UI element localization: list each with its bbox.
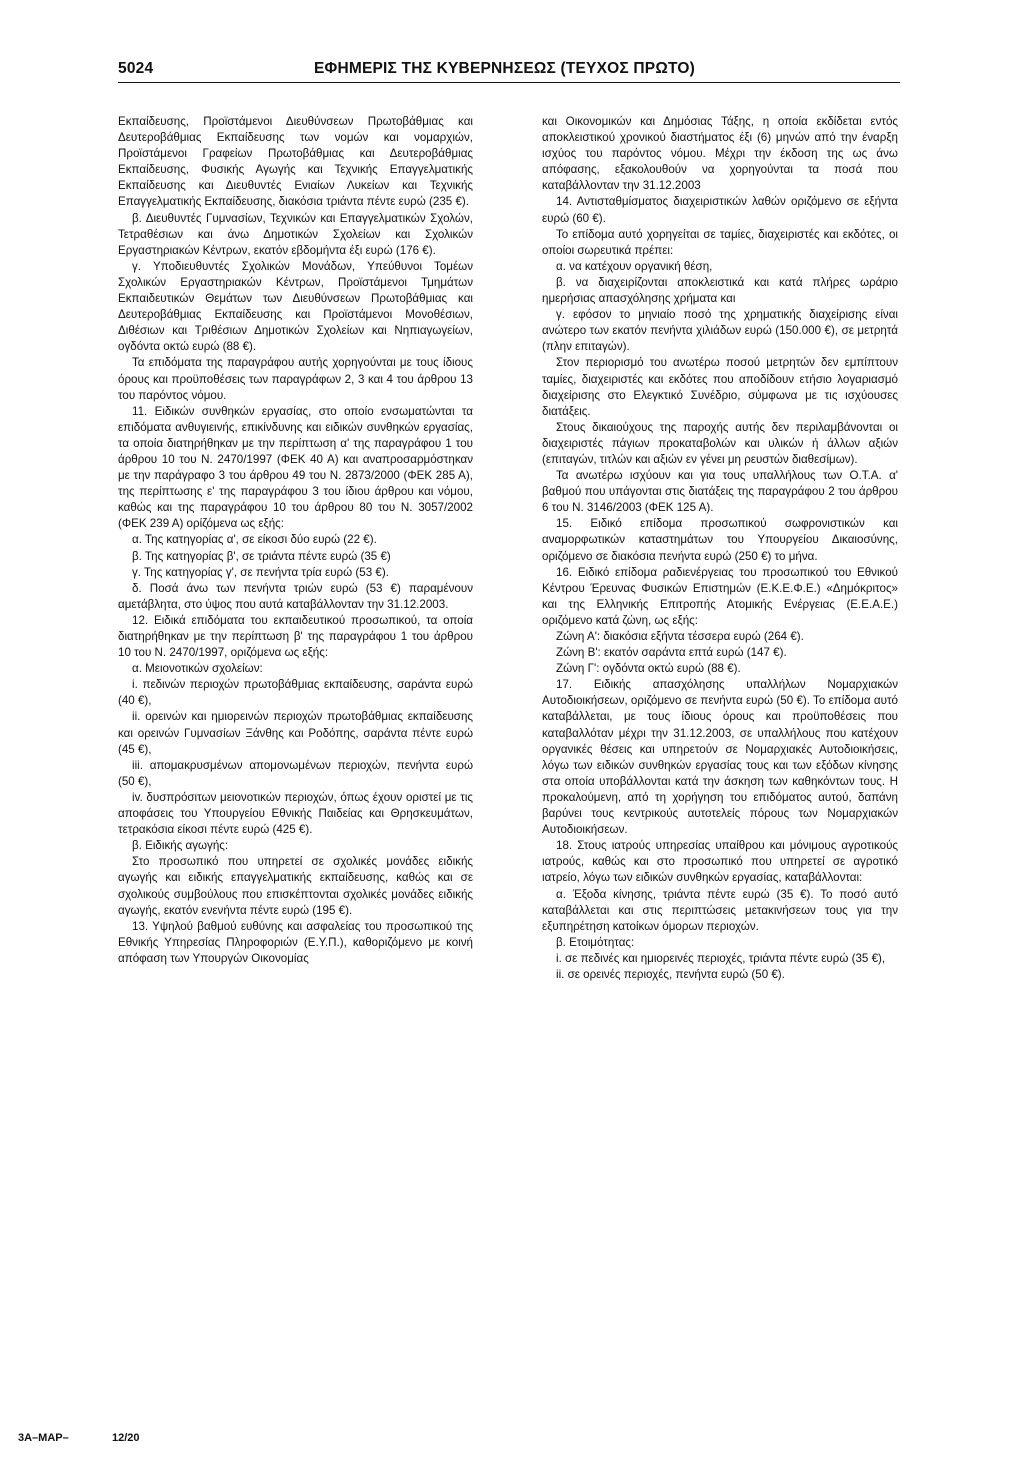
paragraph: α. να κατέχουν οργανική θέση,	[556, 259, 713, 273]
paragraph: 12. Ειδικά επιδόματα του εκπαιδευτικού προσωπικού, τα οποία διατηρήθηκαν με την περίπτωση β' της παραγράφου 1 του άρθρου 10 του Ν. 2470/1997, οριζόμενα ως εξής:	[118, 613, 473, 660]
paragraph: 17. Ειδικής απασχόλησης υπαλλήλων Νομαρχιακών Αυτοδιοικήσεων, οριζόμενο σε πενήντα ευρώ (50 €). Το επίδομα αυτό καταβάλλεται, με τους ίδιους όρους και προϋποθέσεις που καταβαλλόταν μέχρι την 31.12.2003, σε υπαλλήλους που κατέχουν οργανικές θέσεις και υπηρετούν σε Νομαρχιακές Αυτοδιοικήσεις, λόγω των ειδικών συνθηκών εργασίας τους και των εξόδων κίνησης στα οποία υποβάλλονται κατά την άσκηση των καθηκόντων τους. Η προκαλούμενη, από τη χορήγηση του επιδόματος αυτού, δαπάνη βαρύνει τους κεντρικούς αυτοτελείς πόρους των Νομαρχιακών Αυτοδιοικήσεων.	[542, 678, 898, 837]
paragraph: i. πεδινών περιοχών πρωτοβάθμιας εκπαίδευσης, σαράντα ευρώ (40 €),	[118, 678, 473, 708]
paragraph: β. Διευθυντές Γυμνασίων, Τεχνικών και Επαγγελματικών Σχολών, Τετραθέσιων και άνω Δημοτικών Σχολείων και Σχολικών Εργαστηριακών Κέντρων, εκατόν εβδομήντα έξι ευρώ (176 €).	[118, 211, 473, 257]
left-text-column	[118, 114, 473, 967]
paragraph: γ. Της κατηγορίας γ', σε πενήντα τρία ευρώ (53 €).	[132, 565, 389, 579]
paragraph: Ζώνη Β': εκατόν σαράντα επτά ευρώ (147 €).	[556, 646, 787, 660]
right-text-column	[542, 114, 898, 983]
paragraph: β. Ετοιμότητας:	[556, 935, 635, 949]
paragraph: α. Έξοδα κίνησης, τριάντα πέντε ευρώ (35 €). Το ποσό αυτό καταβάλλεται και στις περιπτώσεις μετακινήσεων τους για την εξυπηρέτηση κατοίκων όμορων περιοχών.	[542, 887, 898, 933]
page-header	[118, 60, 898, 84]
paragraph: και Οικονομικών και Δημόσιας Τάξης, η οποία εκδίδεται εντός αποκλειστικού χρονικού διαστήματος έξι (6) μηνών από την έναρξη ισχύος του παρόντος νόμου. Μέχρι την έκδοση της ως άνω απόφασης, εξακολουθούν να χορηγούνται τα ποσά που καταβάλλονταν την 31.12.2003	[542, 115, 898, 193]
page-number: 5024	[118, 60, 154, 77]
paragraph: ii. σε ορεινές περιοχές, πενήντα ευρώ (50 €).	[556, 967, 785, 981]
paragraph: Στο προσωπικό που υπηρετεί σε σχολικές μονάδες ειδικής αγωγής και ειδικής επαγγελματικής εκπαίδευσης, καθώς και σε σχολικούς συμβούλους που επισκέπτονται σχολικές μονάδες ειδικής αγωγής, εκατόν ενενήντα πέντε ευρώ (195 €).	[118, 855, 473, 917]
paragraph: Το επίδομα αυτό χορηγείται σε ταμίες, διαχειριστές και εκδότες, οι οποίοι σωρευτικά πρέπει:	[542, 227, 898, 257]
paragraph: Στους δικαιούχους της παροχής αυτής δεν περιλαμβάνονται οι διαχειριστές πάγιων προκαταβολών και υλικών ή άλλων αξιών (επιταγών, τιτλών και αξιών εν γένει μη ρευστών διαθεσίμων).	[542, 420, 898, 466]
paragraph: γ. εφόσον το μηνιαίο ποσό της χρηματικής διαχείρισης είναι ανώτερο των εκατόν πενήντα χιλιάδων ευρώ (150.000 €), σε μετρητά (πλην επιταγών).	[542, 308, 898, 354]
paragraph: Στον περιορισμό του ανωτέρω ποσού μετρητών δεν εμπίπτουν ταμίες, διαχειριστές και εκδότες που αποδίδουν ετήσιο λογαριασμό διαχείρισης στο Ελεγκτικό Συνέδριο, σύμφωνα με τις ισχύουσες διατάξεις.	[542, 356, 898, 418]
paragraph: 16. Ειδικό επίδομα ραδιενέργειας του προσωπικού του Εθνικού Κέντρου Έρευνας Φυσικών Επιστημών (Ε.Κ.Ε.Φ.Ε.) «Δημόκριτος» και της Ελληνικής Επιτροπής Ατομικής Ενέργειας (Ε.Ε.Α.Ε.) οριζόμενο κατά ζώνη, ως εξής:	[542, 565, 898, 627]
paragraph: Τα επιδόματα της παραγράφου αυτής χορηγούνται με τους ίδιους όρους και προϋποθέσεις των παραγράφων 2, 3 και 4 του άρθρου 13 του παρόντος νόμου.	[118, 356, 473, 402]
paragraph: 15. Ειδικό επίδομα προσωπικού σωφρονιστικών και αναμορφωτικών καταστημάτων του Υπουργείου Δικαιοσύνης, οριζόμενο σε διακόσια πενήντα ευρώ (250 €) το μήνα.	[542, 517, 898, 563]
paragraph: 11. Ειδικών συνθηκών εργασίας, στο οποίο ενσωματώνται τα επιδόματα ανθυγιεινής, επικίνδυνης και ειδικών συνθηκών εργασίας, τα οποία διατηρήθηκαν με την περίπτωση α' της παραγράφου 1 του άρθρου 10 του Ν. 2470/1997 (ΦΕΚ 40 Α) και αναπροσαρμόστηκαν με την παράγραφο 3 του άρθρου 49 του Ν. 2873/2000 (ΦΕΚ 285 Α), της περίπτωσης ε' της παραγράφου 3 του ίδιου άρθρου και νόμου, καθώς και της παραγράφου 10 του άρθρου 80 του Ν. 3057/2002 (ΦΕΚ 239 Α) ορίζόμενα ως εξής:	[118, 404, 473, 531]
paragraph: Ζώνη Α': διακόσια εξήντα τέσσερα ευρώ (264 €).	[556, 630, 804, 643]
paragraph: ii. ορεινών και ημιορεινών περιοχών πρωτοβάθμιας εκπαίδευσης και ορεινών Γυμνασίων Ξάνθης και Ροδόπης, σαράντα πέντε ευρώ (45 €),	[118, 710, 473, 756]
paragraph: iii. απομακρυσμένων απομονωμένων περιοχών, πενήντα ευρώ (50 €),	[118, 758, 473, 788]
paragraph: 14. Αντισταθμίσματος διαχειριστικών λαθών οριζόμενο σε εξήντα ευρώ (60 €).	[542, 195, 898, 225]
paragraph: β. Της κατηγορίας β', σε τριάντα πέντε ευρώ (35 €)	[132, 549, 391, 563]
journal-title: ΕΦΗΜΕΡΙΣ ΤΗΣ ΚΥΒΕΡΝΗΣΕΩΣ (ΤΕΥΧΟΣ ΠΡΩΤΟ)	[314, 60, 695, 77]
footer-number: 12/20	[112, 1432, 140, 1444]
header-rule	[118, 82, 900, 83]
paragraph: β. να διαχειρίζονται αποκλειστικά και κατά πλήρες ωράριο ημερήσιας απασχόλησης χρήματα και	[542, 275, 898, 306]
paragraph: Εκπαίδευσης, Προϊστάμενοι Διευθύνσεων Πρωτοβάθμιας και Δευτεροβάθμιας Εκπαίδευσης των νομών και νομαρχιών, Προϊστάμενοι Γραφείων Πρωτοβάθμιας και Δευτεροβάθμιας Εκπαίδευσης, Φυσικής Αγωγής και Τεχνικής Επαγγελματικής Εκπαίδευσης και Διευθυντές Ενιαίων Λυκείων και Τεχνικής Επαγγελματικής Εκπαίδευσης, διακόσια τριάντα πέντε ευρώ (235 €).	[118, 115, 473, 209]
paragraph: Ζώνη Γ': ογδόντα οκτώ ευρώ (88 €).	[556, 662, 741, 676]
paragraph: γ. Υποδιευθυντές Σχολικών Μονάδων, Υπεύθυνοι Τομέων Σχολικών Εργαστηριακών Κέντρων, Προϊστάμενοι Τμημάτων Εκπαιδευτικών Θεμάτων των Διευθύνσεων Πρωτοβάθμιας και Δευτεροβάθμιας Εκπαίδευσης και Προϊστάμενοι Μονοθέσιων, Διθέσιων και Τριθέσιων Δημοτικών Σχολείων και Νηπιαγωγείων, ογδόντα οκτώ ευρώ (88 €).	[118, 259, 473, 354]
paragraph: β. Ειδικής αγωγής:	[132, 839, 229, 853]
footer-code: 3Α–ΜΑΡ–	[18, 1432, 69, 1444]
paragraph: δ. Ποσά άνω των πενήντα τριών ευρώ (53 €) παραμένουν αμετάβλητα, στο ύψος που αυτά καταβάλλονταν την 31.12.2003.	[118, 581, 473, 611]
page-footer	[0, 1432, 1024, 1448]
paragraph: 13. Υψηλού βαθμού ευθύνης και ασφαλείας του προσωπικού της Εθνικής Υπηρεσίας Πληροφοριών (Ε.Υ.Π.), καθοριζόμενο με κοινή απόφαση των Υπουργών Οικονομίας	[118, 919, 473, 965]
paragraph: α. Της κατηγορίας α', σε είκοσι δύο ευρώ (22 €).	[132, 533, 377, 547]
paragraph: 18. Στους ιατρούς υπηρεσίας υπαίθρου και μόνιμους αγροτικούς ιατρούς, καθώς και στο προσωπικό που υπηρετεί σε αγροτικό ιατρείο, λόγω των ειδικών συνθηκών εργασίας, καταβάλλονται:	[542, 839, 898, 885]
paragraph: Τα ανωτέρω ισχύουν και για τους υπαλλήλους των Ο.Τ.Α. α' βαθμού που υπάγονται στις διατάξεις της παραγράφου 2 του άρθρου 6 του Ν. 3146/2003 (ΦΕΚ 125 Α).	[542, 469, 898, 515]
paragraph: i. σε πεδινές και ημιορεινές περιοχές, τριάντα πέντε ευρώ (35 €),	[556, 951, 886, 965]
paragraph: α. Μειονοτικών σχολείων:	[132, 662, 263, 676]
paragraph: iv. δυσπρόσιτων μειονοτικών περιοχών, όπως έχουν οριστεί με τις αποφάσεις του Υπουργείου Εθνικής Παιδείας και Θρησκευμάτων, τετρακόσια είκοσι πέντε ευρώ (425 €).	[118, 790, 473, 837]
